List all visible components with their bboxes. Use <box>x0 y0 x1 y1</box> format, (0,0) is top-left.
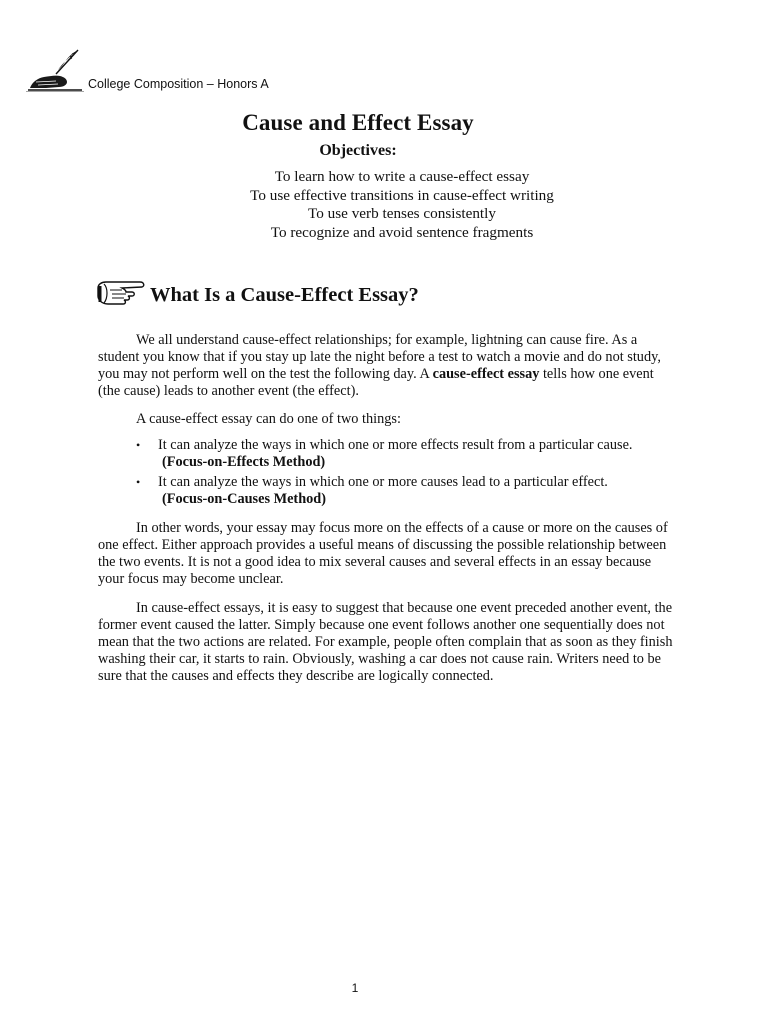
objective-item: To learn how to write a cause-effect essay <box>274 168 530 185</box>
pointing-hand-icon <box>96 278 146 313</box>
bold-term: cause-effect essay <box>432 366 540 382</box>
list-item <box>136 437 676 471</box>
bullet-icon: • <box>136 438 141 452</box>
logic-paragraph: In cause-effect essays, it is easy to suggest that because one event preceded another event, the former event caused the latter. Simply because one event follows another one sequentially does not mean that the two actions are related. For example, people often complain that as soon as they finish washing their car, it starts to rain. Obviously, washing a car does not cause rain. Writers need to be sure that the causes and effects they describe are logically connected. <box>98 600 673 684</box>
list-item-text: It can analyze the ways in which one or more effects result from a particular cause. <box>158 437 633 453</box>
bullet-icon: • <box>136 475 141 489</box>
hand-writing-quill-icon <box>26 48 84 92</box>
method-label: (Focus-on-Causes Method) <box>162 491 327 507</box>
paragraph-text: tells how one event (the cause) leads to another event (the effect). <box>98 366 654 399</box>
method-label: (Focus-on-Effects Method) <box>162 454 326 470</box>
page-number: 1 <box>351 981 359 995</box>
lead-in-paragraph: A cause-effect essay can do one of two things: <box>136 411 401 427</box>
objective-item: To recognize and avoid sentence fragments <box>270 223 534 241</box>
section-heading <box>96 278 419 313</box>
paragraph-text: We all understand cause-effect relationships; for example, lightning can cause fire. As a student you know that if you stay up late the night before a test to watch a movie and do not study, you may not perform well on the test the following day. A <box>98 332 661 382</box>
page-header <box>26 46 269 92</box>
objectives-list <box>0 168 768 242</box>
objectives-heading: Objectives: <box>319 142 397 159</box>
objective-item: To use effective transitions in cause-effect writing <box>250 186 554 204</box>
list-item <box>136 474 676 508</box>
course-label: College Composition – Honors A <box>88 77 269 91</box>
list-item-text: It can analyze the ways in which one or more causes lead to a particular effect. <box>158 474 608 490</box>
methods-list <box>136 437 676 511</box>
focus-paragraph: In other words, your essay may focus more on the effects of a cause or more on the causes of one effect. Either approach provides a useful means of discussing the possible relationship between the two events. It is not a good idea to mix several causes and several effects in an essay because your focus may become unclear. <box>98 520 668 587</box>
objective-item: To use verb tenses consistently <box>308 205 496 223</box>
intro-paragraph <box>98 332 673 400</box>
document-title: Cause and Effect Essay <box>242 110 474 135</box>
section-title: What Is a Cause-Effect Essay? <box>150 284 419 306</box>
